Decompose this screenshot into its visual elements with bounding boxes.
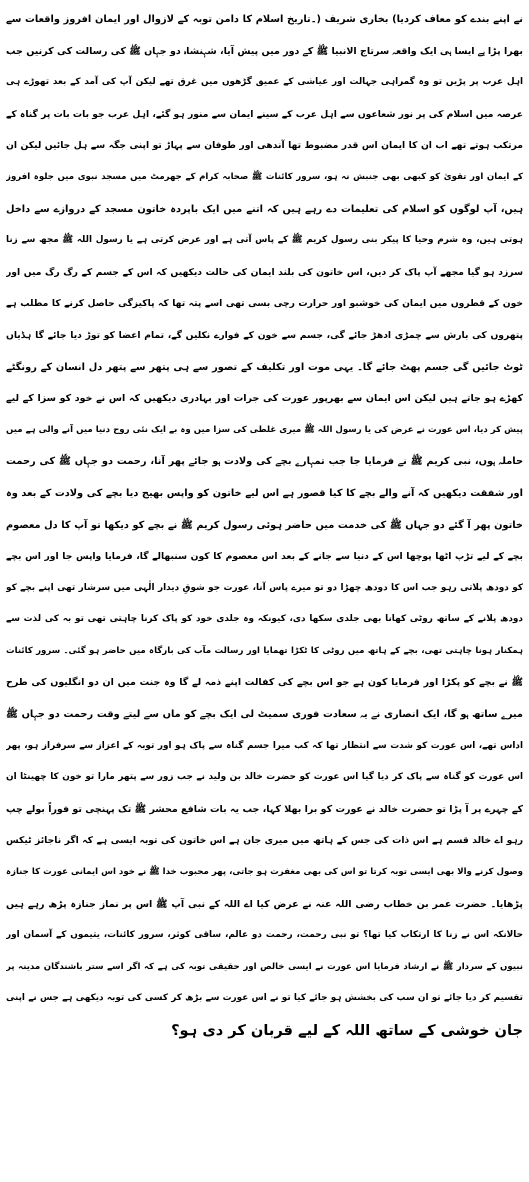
text-line: وصول کرنے والا بھی ایسی توبہ کرتا تو اس کی بھی مغفرت ہو جاتی، پھر محبوب خدا ﷺ نے خود اس ایمانی عورت کا جنازہ <box>6 867 523 878</box>
text-line: پڑھایا۔ حضرت عمر بن خطاب رضی اللہ عنہ نے عرض کیا اے اللہ کے نبی آپ ﷺ اس پر نماز جنازہ پڑھ رہے ہیں <box>6 898 523 910</box>
text-line: نے اپنے بندے کو معاف کردیا) بخاری شریف (۔تاریخ اسلام کا دامن توبہ کے لازوال اور ایمان افروز واقعات سے <box>6 14 523 25</box>
text-line: ہمکنار ہونا چاہتی تھی، بچے کے ہاتھ میں روٹی کا ٹکڑا تھمایا اور رسالت مآب کی بارگاہ میں حاضر ہو گئی۔ سرور کائنات <box>6 645 523 656</box>
text-line: تقسیم کر دیا جائے تو ان سب کی بخشش ہو جائے کیا تو نے اس عورت سے بڑھ کر کسی کی توبہ دیکھی ہے جس نے اپنی <box>6 993 523 1004</box>
text-line: ہیں، آپ لوگوں کو اسلام کی تعلیمات دے رہے ہیں کہ اتنے میں ایک باپردہ خاتون مسجد کے دروازے سے داخل <box>6 203 523 215</box>
text-line: اور شفقت دیکھیں کہ آنے والے بچے کا کیا قصور ہے اس لیے خاتون کو واپس بھیج دیا بچے کی ولادت کے بعد وہ <box>6 487 523 499</box>
text-line: کو دودھ پلاتی رہو جب اس کا دودھ چھڑا دو تو میرے پاس آنا، عورت جو شوقِ دیدار الٰہی میں سرشار تھی اپنے بچے کو <box>6 582 523 593</box>
text-line: ٹوٹ جائیں گی جسم پھٹ جائے گا۔ یہی موت اور تکلیف کے تصور سے ہی پتھر سے پتھر دل انسان کے رونگٹے <box>6 361 523 373</box>
text-line: عرصہ میں اسلام کی پر نور شعاعوں سے اہل عرب کے سینے ایمان سے منور ہو گئے، اہل عرب جو بات بات پر گناہ کے <box>6 108 523 120</box>
text-line: میرے ساتھ ہو گا، ایک انصاری نے یہ سعادت فوری سمیٹ لی ایک بچے کو ماں سے لیتے وقت رحمت دو جہاں ﷺ <box>6 709 523 721</box>
text-line: اہل عرب پر پڑیں تو وہ گمراہی جہالت اور عیاشی کے عمیق گڑھوں میں غرق تھے لیکن آپ کی آمد کے بعد تھوڑے ہی <box>6 77 523 88</box>
text-line: حاملہ ہوں، نبی کریم ﷺ نے فرمایا جا جب تمہارے بچے کی ولادت ہو جائے پھر آنا، رحمت دو جہاں ﷺ کی رحمت <box>6 456 523 468</box>
text-line: اس عورت کو گناہ سے پاک کر دیا گیا اس عورت کو حضرت خالد بن ولید نے جب زور سے پتھر مارا تو خون کا چھینٹا ان <box>6 772 523 783</box>
text-line: مرتکب ہوتے تھے اب ان کا ایمان اس قدر مضبوط تھا آندھی اور طوفان سے پہاڑ تو اپنی جگہ سے ہل جائیں لیکن ان <box>6 140 523 152</box>
text-line: ﷺ نے بچے کو پکڑا اور فرمایا کون ہے جو اس بچے کی کفالت اپنے ذمہ لے گا وہ جنت میں ان دو انگلیوں کی طرح <box>6 677 523 689</box>
text-line-final: جان خوشی کے ساتھ اللہ کے لیے قربان کر دی ہو؟ <box>171 1022 523 1039</box>
text-line: کے چہرے پر آ پڑا تو حضرت خالد نے عورت کو برا بھلا کہا، جب یہ بات شافع محشر ﷺ تک پہنچی تو فوراً بولے چپ <box>6 803 523 815</box>
text-line: پیش کر دیا، اس عورت نے عرض کی یا رسول اللہ ﷺ میری غلطی کی سزا میں وہ بے ایک نئی روح دنیا میں آنے والی ہے میں <box>6 424 523 435</box>
text-line: بچے کے لیے تڑپ اٹھا پوچھا اس کے دنیا سے جانے کے بعد اس معصوم کا کون سنبھالے گا، فرمایا واپس جا اور اس بچے <box>6 551 523 563</box>
text-line: اداس تھے، اس عورت کو شدت سے انتظار تھا کہ کب میرا جسم گناہ سے پاک ہو اور توبہ کے اعزاز سے سرفراز ہو، پھر <box>6 740 523 751</box>
text-line: پتھروں کی بارش سے چمڑی ادھڑ جائے گی، جسم سے خون کے فوارے نکلیں گے، تمام اعضا کو توڑ دیا جائے گا ہڈیاں <box>6 329 523 341</box>
text-line: حالانکہ اس نے زنا کا ارتکاب کیا تھا؟ تو نبی رحمت، رحمت دو عالم، ساقی کوثر، سرور کائنات، یتیموں کے آسمان اور <box>6 930 523 941</box>
text-line: بھرا پڑا ہے ایسا ہی ایک واقعہ سرتاج الانبیا ﷺ کے دور میں پیش آیا، شہنشاہ دو جہاں ﷺ کی رسالت کی کرنیں جب <box>6 45 523 57</box>
text-line: کے ایمان اور تقویٰ کو کبھی بھی جنبش نہ ہو، سرور کائنات ﷺ صحابہ کرام کے جھرمٹ میں مسجد نبوی میں جلوہ افروز <box>6 171 523 182</box>
text-line: رہو اے خالد قسم ہے اس ذات کی جس کے ہاتھ میں میری جان ہے اس خاتون کی توبہ ایسی ہے کہ اگر ناجائز ٹیکس <box>6 835 523 847</box>
text-line: نبیوں کے سردار ﷺ نے ارشاد فرمایا اس عورت نے ایسی خالص اور حقیقی توبہ کی ہے کہ اگر اسے ستر باشندگان مدینہ پر <box>6 961 523 972</box>
text-line: خاتون پھر آ گئے دو جہاں ﷺ کی خدمت میں حاضر ہوئی رسول کریم ﷺ نے بچے کو دیکھا تو آپ کا دل معصوم <box>6 519 523 531</box>
text-line: خون کے قطروں میں ایمان کی خوشبو اور حرارت رچی بسی تھی اسے پتہ تھا کہ پاکیزگی حاصل کرنے کا مطلب ہے <box>6 298 523 310</box>
text-line: دودھ پلانے کے ساتھ روٹی کھانا بھی جلدی سکھا دی، کیونکہ وہ جلدی خود کو پاک کرنا چاہتی تھی تو بہ کی لذت سے <box>6 614 523 625</box>
text-line: سرزد ہو گیا مجھے آپ پاک کر دیں، اس خاتون کی بلند ایمان کی حالت دیکھیں کہ اس کے جسم کے رگ رگ میں اور <box>6 266 523 278</box>
text-line: کھڑے ہو جاتے ہیں لیکن اس ایمان سے بھرپور عورت کی جرات اور بہادری دیکھیں کہ اس نے خود کو سزا کے لیے <box>6 393 523 405</box>
text-line: ہوتی ہیں، وہ شرم وحیا کا پیکر بنی رسول کریم ﷺ کے پاس آتی ہے اور عرض کرتی ہے یا رسول اللہ ﷺ مجھ سے زنا <box>6 235 523 246</box>
